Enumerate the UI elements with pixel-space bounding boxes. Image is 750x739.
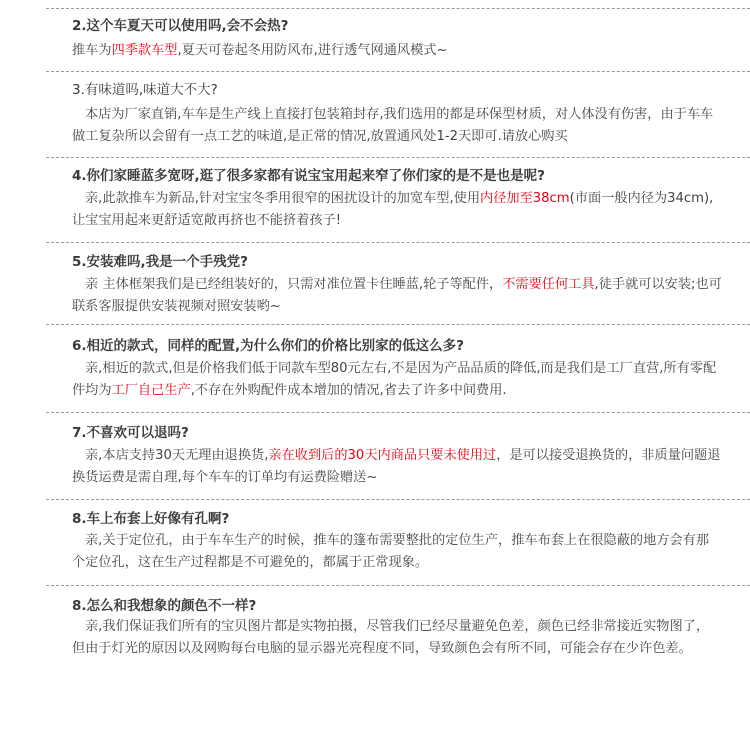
- faq-question-2: 3.有味道吗,味道大不大?: [72, 82, 218, 98]
- answer-text: 亲 主体框架我们是已经组装好的，只需对准位置卡住睡蓝,轮子等配件，: [85, 277, 503, 292]
- highlight-text: 内径加至38cm: [480, 191, 570, 206]
- separator: [46, 71, 750, 72]
- answer-text: 亲,我们保证我们所有的宝贝图片都是实物拍摄，尽管我们已经尽量避免色差，颜色已经非常接近实物图了，但由于灯光的原因以及网购每台电脑的显示器光亮程度不同，导致颜色会有所不同，可能会存在少许色差。: [72, 619, 710, 656]
- faq-question-7: 8.车上布套上好像有孔啊?: [72, 511, 230, 527]
- highlight-text: 四季款车型: [111, 43, 178, 58]
- faq-question-4: 5.安装难吗,我是一个手残党?: [72, 254, 248, 270]
- faq-question-8: 8.怎么和我想象的颜色不一样?: [72, 598, 257, 614]
- faq-answer-5: [72, 358, 722, 402]
- answer-text: 亲,本店支持30天无理由退换货,: [85, 448, 269, 463]
- separator: [46, 8, 750, 9]
- answer-text: 亲,关于定位孔，由于车车生产的时候，推车的篷布需要整批的定位生产，推车布套上在很隐蔽的地方会有那个定位孔，这在生产过程都是不可避免的，都属于正常现象。: [72, 533, 710, 570]
- separator: [46, 157, 750, 158]
- answer-text: ,徒手就可以安装;也可联系客服提供安装视频对照安装哟~: [72, 277, 722, 314]
- answer-text: (市面一般内径为34cm),让宝宝用起来更舒适宽敞再挤也不能挤着孩子!: [72, 191, 714, 228]
- faq-answer-1: [72, 40, 722, 62]
- highlight-text: 亲在收到后的30天内商品只要未使用过: [268, 448, 497, 463]
- separator: [46, 412, 750, 413]
- faq-question-6: 7.不喜欢可以退吗?: [72, 425, 189, 441]
- faq-answer-8: [72, 616, 722, 660]
- highlight-text: 工厂自己生产: [111, 383, 191, 398]
- answer-text: 亲,相近的款式,但是价格我们低于同款车型80元左右,不是因为产品品质的降低,而是我们是工厂直营,所有零配件均为: [72, 361, 717, 398]
- separator: [46, 242, 750, 243]
- highlight-text: 不需要任何工具: [502, 277, 595, 292]
- separator: [46, 499, 750, 500]
- answer-text: 亲,此款推车为新品,针对宝宝冬季用很窄的困扰设计的加宽车型,使用: [85, 191, 481, 206]
- answer-text: 本店为厂家直销,车车是生产线上直接打包装箱封存,我们选用的都是环保型材质，对人体没有伤害，由于车车做工复杂所以会留有一点工艺的味道,是正常的情况,放置通风处1-2天即可.请放心购买: [72, 107, 714, 144]
- answer-text: ，是可以接受退换货的，非质量问题退换货运费是需自理,每个车车的订单均有运费险赠送~: [72, 448, 721, 485]
- faq-question-1: 2.这个车夏天可以使用吗,会不会热?: [72, 18, 289, 34]
- faq-question-3: 4.你们家睡蓝多宽呀,逛了很多家都有说宝宝用起来窄了你们家的是不是也是呢?: [72, 168, 545, 184]
- separator: [46, 585, 750, 586]
- faq-answer-3: [72, 188, 722, 232]
- separator: [46, 324, 750, 325]
- faq-question-5: 6.相近的款式，同样的配置,为什么你们的价格比别家的低这么多?: [72, 338, 464, 354]
- answer-text: ,不存在外购配件成本增加的情况,省去了许多中间费用.: [190, 383, 507, 398]
- faq-answer-4: [72, 274, 722, 318]
- answer-text: 推车为: [72, 43, 112, 58]
- answer-text: ,夏天可卷起冬用防风布,进行透气网通风模式~: [177, 43, 448, 58]
- faq-answer-6: [72, 445, 722, 489]
- faq-answer-2: [72, 104, 722, 148]
- faq-answer-7: [72, 530, 722, 574]
